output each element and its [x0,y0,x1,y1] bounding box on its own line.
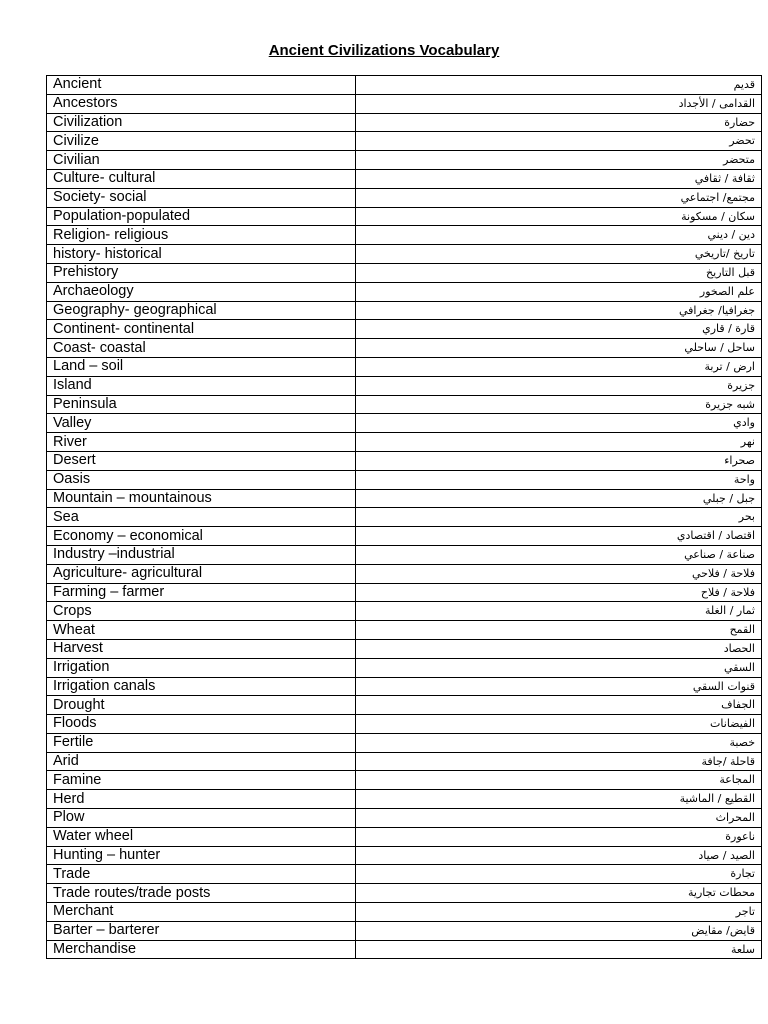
arabic-translation: فلاحة / فلاحي [356,564,762,583]
vocab-row [47,132,762,151]
arabic-translation: مجتمع/ اجتماعي [356,188,762,207]
arabic-translation: قايض/ مقايض [356,921,762,940]
arabic-translation: خصبة [356,733,762,752]
vocab-row [47,752,762,771]
arabic-translation: علم الصخور [356,282,762,301]
english-term: Farming – farmer [47,583,356,602]
english-term: Coast- coastal [47,339,356,358]
vocab-row [47,696,762,715]
arabic-translation: بحر [356,508,762,527]
vocab-row [47,621,762,640]
vocab-row [47,508,762,527]
arabic-translation: قديم [356,76,762,95]
arabic-translation: ثقافة / ثقافي [356,169,762,188]
arabic-translation: ثمار / الغلة [356,602,762,621]
arabic-translation: جغرافيا/ جغرافي [356,301,762,320]
english-term: Irrigation [47,658,356,677]
arabic-translation: تاجر [356,903,762,922]
english-term: Merchant [47,903,356,922]
arabic-translation: الفيضانات [356,715,762,734]
vocab-row [47,658,762,677]
arabic-translation: الصيد / صياد [356,846,762,865]
vocab-row [47,921,762,940]
vocab-row [47,376,762,395]
english-term: Geography- geographical [47,301,356,320]
english-term: Civilian [47,151,356,170]
english-term: Prehistory [47,263,356,282]
arabic-translation: محطات تجارية [356,884,762,903]
english-term: Industry –industrial [47,545,356,564]
english-term: Civilization [47,113,356,132]
english-term: history- historical [47,245,356,264]
vocab-row [47,301,762,320]
vocab-row [47,282,762,301]
arabic-translation: الجفاف [356,696,762,715]
arabic-translation: متحضر [356,151,762,170]
arabic-translation: تجارة [356,865,762,884]
vocab-row [47,846,762,865]
vocab-row [47,903,762,922]
vocab-row [47,94,762,113]
arabic-translation: القطيع / الماشية [356,790,762,809]
english-term: Mountain – mountainous [47,489,356,508]
english-term: Hunting – hunter [47,846,356,865]
arabic-translation: قنوات السقي [356,677,762,696]
vocab-row [47,733,762,752]
vocabulary-table-body [47,76,762,959]
english-term: Trade routes/trade posts [47,884,356,903]
english-term: River [47,433,356,452]
arabic-translation: شبه جزيرة [356,395,762,414]
vocab-row [47,357,762,376]
vocab-row [47,865,762,884]
english-term: Water wheel [47,827,356,846]
english-term: Continent- continental [47,320,356,339]
arabic-translation: قارة / قاري [356,320,762,339]
vocab-row [47,809,762,828]
vocab-row [47,527,762,546]
vocab-row [47,602,762,621]
arabic-translation: السقي [356,658,762,677]
english-term: Religion- religious [47,226,356,245]
vocab-row [47,790,762,809]
vocab-row [47,339,762,358]
vocab-row [47,188,762,207]
english-term: Valley [47,414,356,433]
vocab-row [47,226,762,245]
english-term: Sea [47,508,356,527]
english-term: Society- social [47,188,356,207]
arabic-translation: دين / ديني [356,226,762,245]
english-term: Economy – economical [47,527,356,546]
english-term: Desert [47,451,356,470]
english-term: Crops [47,602,356,621]
arabic-translation: الحصاد [356,639,762,658]
english-term: Floods [47,715,356,734]
vocab-row [47,771,762,790]
vocab-row [47,245,762,264]
arabic-translation: تاريخ /تاريخي [356,245,762,264]
vocab-row [47,677,762,696]
english-term: Drought [47,696,356,715]
arabic-translation: حضارة [356,113,762,132]
vocab-row [47,470,762,489]
vocab-row [47,151,762,170]
english-term: Barter – barterer [47,921,356,940]
vocab-row [47,827,762,846]
arabic-translation: ساحل / ساحلي [356,339,762,358]
vocab-row [47,583,762,602]
arabic-translation: جبل / جبلي [356,489,762,508]
vocab-row [47,715,762,734]
vocab-row [47,207,762,226]
vocab-row [47,564,762,583]
english-term: Plow [47,809,356,828]
english-term: Population-populated [47,207,356,226]
arabic-translation: القدامى / الأجداد [356,94,762,113]
vocab-row [47,320,762,339]
arabic-translation: المجاعة [356,771,762,790]
english-term: Ancient [47,76,356,95]
vocab-row [47,451,762,470]
english-term: Famine [47,771,356,790]
arabic-translation: سكان / مسكونة [356,207,762,226]
arabic-translation: فلاحة / فلاح [356,583,762,602]
english-term: Peninsula [47,395,356,414]
english-term: Island [47,376,356,395]
arabic-translation: ناعورة [356,827,762,846]
english-term: Ancestors [47,94,356,113]
vocab-row [47,414,762,433]
arabic-translation: ارض / تربة [356,357,762,376]
vocab-row [47,113,762,132]
english-term: Herd [47,790,356,809]
vocab-row [47,169,762,188]
arabic-translation: وادي [356,414,762,433]
vocab-row [47,489,762,508]
arabic-translation: واحة [356,470,762,489]
english-term: Arid [47,752,356,771]
arabic-translation: تحضر [356,132,762,151]
english-term: Fertile [47,733,356,752]
arabic-translation: اقتصاد / اقتصادي [356,527,762,546]
vocab-row [47,395,762,414]
english-term: Merchandise [47,940,356,959]
vocab-row [47,433,762,452]
vocab-row [47,884,762,903]
vocabulary-table [46,75,762,959]
arabic-translation: القمح [356,621,762,640]
vocab-row [47,639,762,658]
english-term: Trade [47,865,356,884]
english-term: Land – soil [47,357,356,376]
arabic-translation: صناعة / صناعي [356,545,762,564]
english-term: Oasis [47,470,356,489]
english-term: Culture- cultural [47,169,356,188]
english-term: Harvest [47,639,356,658]
vocab-row [47,940,762,959]
english-term: Agriculture- agricultural [47,564,356,583]
english-term: Civilize [47,132,356,151]
english-term: Wheat [47,621,356,640]
arabic-translation: قاحلة /جافة [356,752,762,771]
arabic-translation: جزيرة [356,376,762,395]
vocab-row [47,545,762,564]
arabic-translation: صحراء [356,451,762,470]
english-term: Irrigation canals [47,677,356,696]
arabic-translation: سلعة [356,940,762,959]
vocab-row [47,263,762,282]
vocab-row [47,76,762,95]
document-title: Ancient Civilizations Vocabulary [268,42,500,59]
arabic-translation: المحراث [356,809,762,828]
english-term: Archaeology [47,282,356,301]
arabic-translation: نهر [356,433,762,452]
arabic-translation: قبل التاريخ [356,263,762,282]
